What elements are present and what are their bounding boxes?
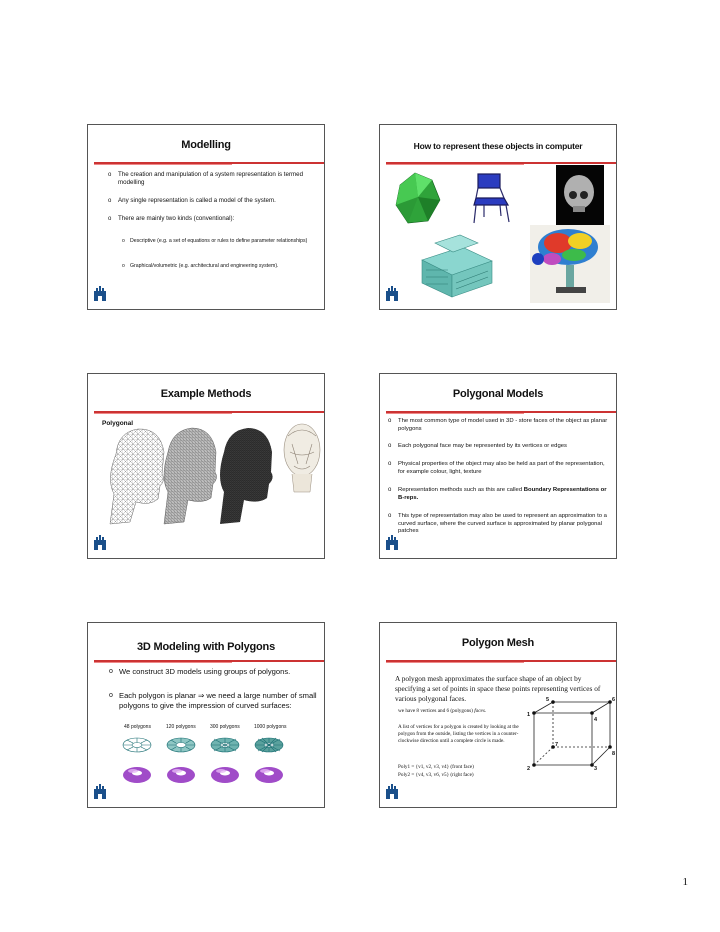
bullet: o We construct 3D models using groups of polygons. (109, 667, 291, 676)
vertex-label: 2 (527, 766, 531, 772)
slide-title: Polygon Mesh (461, 637, 535, 649)
head-medium-mesh (164, 428, 217, 524)
slide-title: Polygonal Models (452, 388, 544, 400)
head-models-illustration (88, 374, 325, 559)
torus-label: 1000 polygons (254, 724, 287, 730)
university-logo-icon (93, 783, 107, 799)
shaded-tori (123, 767, 283, 783)
bullet: o Each polygonal face may be represented by its vertices or edges (388, 443, 567, 449)
vertex-label: 6 (612, 697, 616, 703)
slide-polygon-mesh (379, 622, 617, 808)
head-coarse-mesh (110, 429, 164, 524)
page-number: 1 (682, 876, 688, 888)
slide-title: Modelling (181, 139, 231, 151)
vertex-label: 5 (546, 697, 550, 703)
skull-image (556, 165, 604, 227)
objects-illustration (380, 125, 617, 310)
poly2-definition: Poly2 = {v4, v3, v6, v5} (right face) (398, 772, 474, 778)
vertex-label: 3 (594, 766, 598, 772)
torus-illustration (88, 623, 325, 808)
head-muscle-model (284, 424, 320, 492)
bullet: o Representation methods such as this are called Boundary Representations or B-reps. (388, 487, 607, 501)
vertex-label: 8 (612, 751, 616, 757)
torus-label: 120 polygons (166, 724, 196, 730)
slide-polygonal-models (379, 373, 617, 559)
torus-label: 48 polygons (124, 724, 151, 730)
vertex-label: 7 (555, 742, 559, 748)
bullet: o The creation and manipulation of a system representation is termed modelling (108, 171, 304, 186)
poly1-definition: Poly1 = {v1, v2, v3, v4} (front face) (398, 764, 474, 770)
slide-3d-modeling (87, 622, 325, 808)
university-logo-icon (385, 285, 399, 301)
polygonal-label: Polygonal (102, 420, 134, 427)
bullet: o The most common type of model used in 3D - store faces of the object as planar polygons (388, 418, 608, 432)
bullet: o Each polygon is planar ⇒ we need a large number of small polygons to give the impression of curved surfaces: (109, 691, 317, 710)
university-logo-icon (385, 783, 399, 799)
slide-title: How to represent these objects in computer (413, 141, 583, 151)
sub-bullet: o Descriptive (e.g. a set of equations or rules to define parameter relationships) (122, 238, 308, 244)
sub-bullet: o Graphical/volumetric (e.g. architectural and engineering system). (122, 263, 279, 269)
university-logo-icon (93, 285, 107, 301)
bullet: o Any single representation is called a model of the system. (108, 197, 276, 204)
vertex-order-note: A list of vertices for a polygon is created by looking at the polygon from the outside, listing the vertices in a counter-clockwise direction until a complete circle is made. (398, 724, 519, 744)
cube-diagram (380, 623, 617, 808)
wireframe-tori (123, 738, 283, 752)
title-rule (386, 411, 616, 413)
slide-objects (379, 124, 617, 310)
slide-example-methods (87, 373, 325, 559)
slide-modelling (87, 124, 325, 310)
vertex-label: 1 (527, 712, 531, 718)
icosahedron-image (396, 173, 440, 223)
bullet: o This type of representation may also be used to represent an approximation to a curved surface, where the curved surface is approximated by planar polygonal patches (388, 513, 607, 534)
chair-image (474, 174, 509, 223)
vertex-label: 4 (594, 717, 598, 723)
head-dense-mesh (220, 428, 273, 524)
university-logo-icon (385, 534, 399, 550)
building-image (422, 235, 492, 297)
brain-image (530, 225, 610, 303)
vertex-count-note: we have 8 vertices and 6 (polygons) faces. (398, 708, 487, 714)
torus-label: 300 polygons (210, 724, 240, 730)
bullet: o Physical properties of the object may also be held as part of the representation, for example colour, light, texture (388, 461, 605, 475)
mesh-description: A polygon mesh approximates the surface shape of an object by specifying a set of points in space these points representing vertices of various polygonal faces. (395, 674, 601, 703)
university-logo-icon (93, 534, 107, 550)
slide-title: Example Methods (160, 388, 252, 400)
title-rule (94, 162, 324, 164)
slide-title: 3D Modeling with Polygons (136, 641, 275, 653)
bullet: o There are mainly two kinds (conventional): (108, 215, 235, 222)
